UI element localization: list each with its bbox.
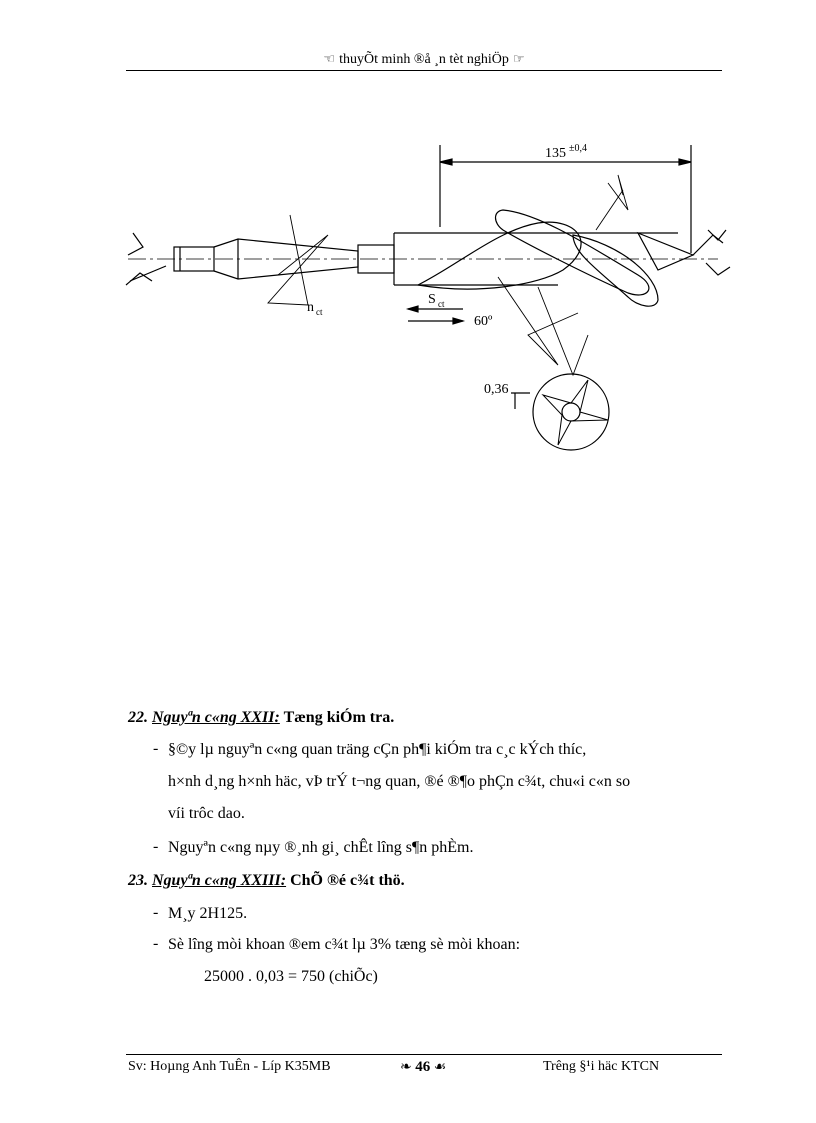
rotation-sketch [268,215,328,305]
section-22-subtitle: Tæng kiÓm tra. [283,709,395,726]
bullet-dash: - [153,904,159,921]
section-circle [533,374,609,450]
section-22-line-1: §©y lµ nguyªn c«ng quan träng cÇn ph¶i kiÓm tra c¸c kÝch thíc, [168,741,587,758]
feed-subscript: ct [438,299,445,309]
spindle-speed-label: n [307,300,314,315]
spindle-speed-subscript: ct [316,307,323,317]
section-23-subtitle: ChÕ ®é c¾t thö. [290,872,405,889]
pointing-hand-left-icon: ☜ [323,51,336,66]
bullet-dash: - [153,740,159,757]
footer-student: Sv: Hoµng Anh TuÊn - Líp K35MB [128,1059,331,1074]
header-title: thuyÕt minh ®å ¸n tèt nghiÖp [339,52,509,67]
ornament-left-icon: ❧ [400,1060,412,1075]
dimension-tolerance: ±0,4 [569,143,587,154]
angle-label: 60º [474,314,493,329]
pointing-hand-right-icon: ☞ [512,51,525,66]
runout-label: 0,36 [484,382,509,397]
section-22-title: Nguyªn c«ng XXII: [152,709,280,726]
section-22-line-2: h×nh d¸ng h×nh häc, vÞ trÝ t¬ng quan, ®é ®¶o phÇn c¾t, chu«i c«n so [168,773,631,790]
footer-page-number: ❧ 46 ☙ [400,1059,447,1075]
bullet-dash: - [153,838,159,855]
section-22-line-4: Nguyªn c«ng nµy ®¸nh gi¸ chÊt lîng s¶n phÈm. [168,839,474,856]
section-23-line-3: 25000 . 0,03 = 750 (chiÕc) [204,968,378,985]
page-header [126,50,722,68]
header-divider [126,70,722,71]
section-23-line-1: M¸y 2H125. [168,905,248,922]
feed-label: S [428,292,436,307]
cutting-point [638,233,693,270]
ornament-right-icon: ☙ [433,1060,447,1075]
section-23-heading: 23. Nguyªn c«ng XXIII: ChÕ ®é c¾t thö. [128,872,405,889]
section-23-title: Nguyªn c«ng XXIII: [152,872,287,889]
footer-school: Trêng §¹i häc KTCN [543,1059,660,1074]
footer-divider [126,1054,722,1055]
left-support-mark [128,233,143,255]
bullet-dash: - [153,935,159,952]
flute-2 [496,210,649,295]
dimension-label: 135 [545,146,566,161]
section-22-heading: 22. Nguyªn c«ng XXII: Tæng kiÓm tra. [128,709,395,726]
section-22-line-3: víi trôc dao. [168,805,245,822]
drill-technical-drawing [118,135,738,465]
section-23-line-2: Sè lîng mòi khoan ®em c¾t lµ 3% tæng sè mòi khoan: [168,936,521,953]
